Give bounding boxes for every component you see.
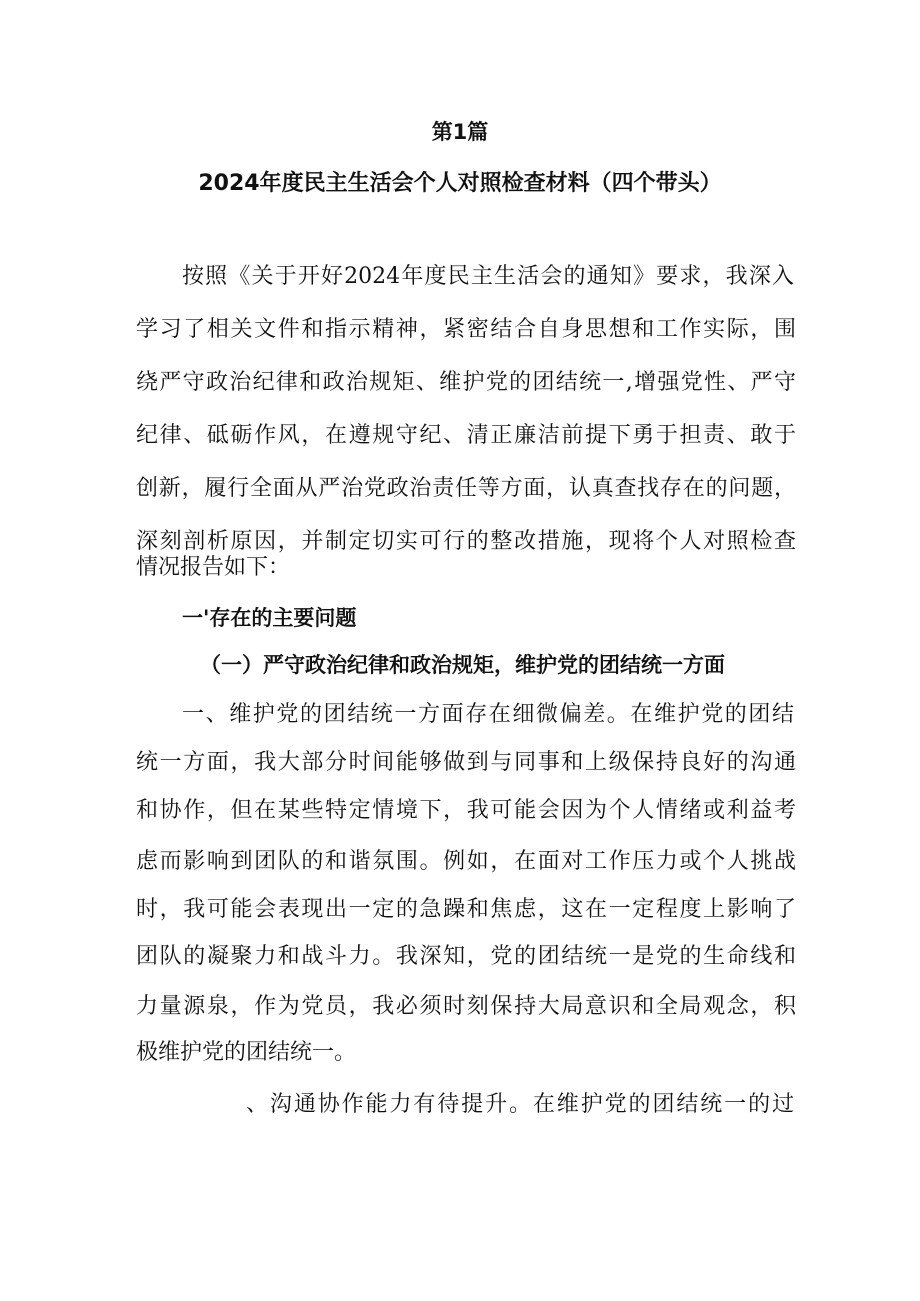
intro-line: 学习了相关文件和指示精神，紧密结合自身思想和工作实际，围 xyxy=(136,317,796,342)
intro-line: 按照《关于开好2024年度民主生活会的通知》要求，我深入 xyxy=(182,264,794,289)
intro-line: 纪律、砥砺作风，在遵规守纪、清正廉洁前提下勇于担责、敢于 xyxy=(136,423,796,448)
document-title: 2024年度民主生活会个人对照检查材料（四个带头） xyxy=(198,171,722,196)
point2-line: 、沟通协作能力有待提升。在维护党的团结统一的过 xyxy=(246,1092,794,1117)
point1-line: 时，我可能会表现出一定的急躁和焦虑，这在一定程度上影响了 xyxy=(136,897,796,922)
point1-line: 一、维护党的团结统一方面存在细微偏差。在维护党的团结 xyxy=(182,702,794,727)
intro-line: 情况报告如下： xyxy=(136,555,291,580)
intro-line: 绕严守政治纪律和政治规矩、维护党的团结统一,增强党性、严守 xyxy=(136,370,796,395)
section-heading: 一'存在的主要问题 xyxy=(182,606,357,630)
part-label: 第1篇 xyxy=(431,120,489,144)
point1-line: 团队的凝聚力和战斗力。我深知，党的团结统一是党的生命线和 xyxy=(136,944,796,969)
intro-line: 创新，履行全面从严治党政治责任等方面，认真查找存在的问题， xyxy=(136,476,796,501)
point1-line: 极维护党的团结统一。 xyxy=(136,1040,357,1065)
intro-line: 深刻剖析原因，并制定切实可行的整改措施，现将个人对照检查 xyxy=(136,529,796,554)
point1-line: 统一方面，我大部分时间能够做到与同事和上级保持良好的沟通 xyxy=(136,750,796,775)
subsection-heading: （一）严守政治纪律和政治规矩，维护党的团结统一方面 xyxy=(200,653,725,677)
point1-line: 虑而影响到团队的和谐氛围。例如，在面对工作压力或个人挑战 xyxy=(136,849,796,874)
point1-line: 力量源泉，作为党员，我必须时刻保持大局意识和全局观念，积 xyxy=(136,994,796,1019)
point1-line: 和协作，但在某些特定情境下，我可能会因为个人情绪或利益考 xyxy=(136,798,796,823)
